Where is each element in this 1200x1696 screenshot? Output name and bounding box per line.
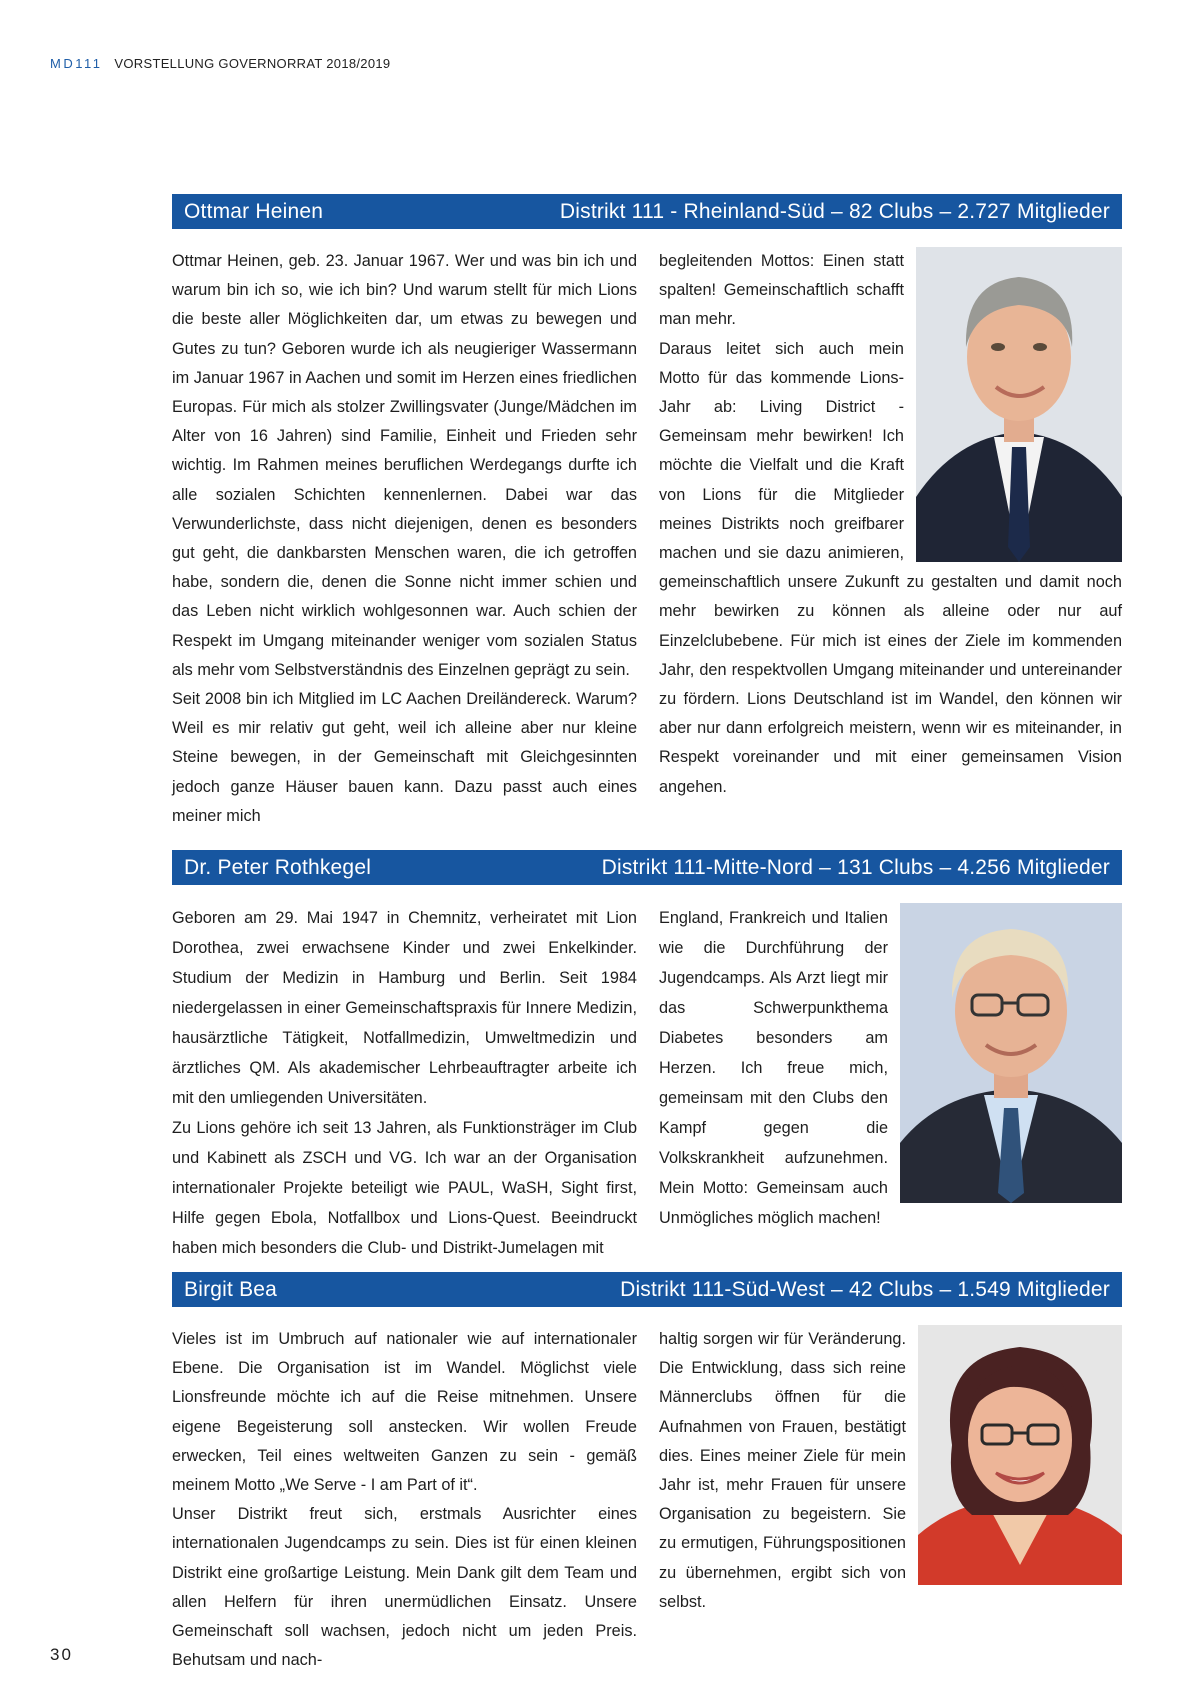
page-header [50,56,390,71]
section-banner [172,1272,1122,1307]
md-label: MD111 [50,56,103,71]
paragraph: haltig sorgen wir für Veränderung. Die Entwicklung, dass sich reine Männerclubs öffnen für die Aufnahmen von Frauen, bestätigt dies. Eines meiner Ziele für mein Jahr ist, mehr Frauen für unsere Organisation zu begeistern. Sie zu ermutigen, Führungspositionen zu übernehmen, ergibt sich von selbst. [659,1330,906,1611]
person-name: Dr. Peter Rothkegel [184,855,372,879]
district-info: Distrikt 111 - Rheinland-Süd – 82 Clubs – 2.727 Mitglieder [559,199,1110,223]
paragraph: Ottmar Heinen, geb. 23. Januar 1967. Wer und was bin ich und warum bin ich so, wie ich bin? Und warum stellt für mich Lions die beste aller Möglichkeiten dar, um etwas zu bewegen und Gutes zu tun? Geboren wurde ich als neugieriger Wassermann im Januar 1967 in Aachen und somit im Herzen eines friedlichen Europas. Für mich als stolzer Zwillingsvater (Junge/Mädchen im Alter von 16 Jahren) sind Familie, Einheit und Frieden sehr wichtig. Im Rahmen meines beruflichen Werdegangs durfte ich alle sozialen Schichten kennenlernen. Dabei war das Verwunderlichste, dass nicht diejenigen, denen es besonders gut geht, die dankbarsten Menschen waren, die ich getroffen habe, sondern die, denen die Sonne nicht immer schien und das Leben nicht wirklich wohlgesonnen war. Auch schien der Respekt im Umgang miteinander weniger vom sozialen Status als mehr vom Selbstverständnis des Einzelnen geprägt zu sein. [172,252,637,679]
text-column-left [172,1325,637,1675]
section-banner [172,850,1122,885]
page-number: 30 [50,1645,73,1664]
person-name: Birgit Bea [184,1277,278,1301]
profile-birgit-bea [172,1272,1122,1670]
text-column-left [172,903,637,1263]
district-info: Distrikt 111-Mitte-Nord – 131 Clubs – 4.256 Mitglieder [601,855,1110,879]
text-column-right [659,247,1122,802]
profile-ottmar-heinen [172,194,1122,825]
text-column-left [172,247,637,831]
section-banner [172,194,1122,229]
portrait-photo [900,903,1122,1203]
person-name: Ottmar Heinen [184,199,324,223]
text-column-right [659,903,1122,1233]
text-column-right [659,1325,1122,1617]
paragraph: Unser Distrikt freut sich, erstmals Ausrichter eines internationalen Jugendcamps zu sein. Dies ist für einen kleinen Distrikt eine großartige Leistung. Mein Dank gilt dem Team und allen Helfern für ihren unermüdlichen Einsatz. Unsere Gemeinschaft soll wachsen, jedoch nicht um jeden Preis. Behutsam und nach- [172,1505,637,1670]
district-info: Distrikt 111-Süd-West – 42 Clubs – 1.549 Mitglieder [620,1277,1110,1301]
paragraph: England, Frankreich und Italien wie die Durchführung der Jugendcamps. Als Arzt liegt mir das Schwerpunkthema Diabetes besonders am Herzen. Ich freue mich, gemeinsam mit den Clubs den Kampf gegen die Volkskrankheit aufzunehmen. Mein Motto: Gemeinsam auch Unmögliches möglich machen! [659,909,888,1227]
paragraph: Seit 2008 bin ich Mitglied im LC Aachen Dreiländereck. Warum? Weil es mir relativ gut geht, weil ich alleine aber nur kleine Steine bewegen, in der Gemeinschaft mit Gleichgesinnten jedoch ganze Häuser bauen kann. Dazu passt auch eines meiner mich [172,690,637,825]
paragraph: begleitenden Mottos: Einen statt spalten! Gemeinschaftlich schafft man mehr. [659,252,904,329]
profile-peter-rothkegel [172,850,1122,1257]
paragraph: Vieles ist im Umbruch auf nationaler wie auf internationaler Ebene. Die Organisation ist im Wandel. Möglichst viele Lionsfreunde möchte ich auf die Reise mitnehmen. Unsere eigene Begeisterung soll anstecken. Wir wollen Freude erwecken, Teil eines weltweiten Ganzen zu sein - gemäß meinem Motto „We Serve - I am Part of it“. [172,1330,637,1495]
paragraph: Geboren am 29. Mai 1947 in Chemnitz, verheiratet mit Lion Dorothea, zwei erwachsene Kinder und zwei Enkelkinder. Studium der Medizin in Hamburg und Berlin. Seit 1984 niedergelassen in einer Gemeinschaftspraxis für Innere Medizin, hausärztliche Tätigkeit, Notfallmedizin, Umweltmedizin und ärztliches QM. Als akademischer Lehrbeauftragter arbeite ich mit den umliegenden Universitäten. [172,909,637,1107]
paragraph: Zu Lions gehöre ich seit 13 Jahren, als Funktionsträger im Club und Kabinett als ZSCH und VG. Ich war an der Organisation internationaler Projekte beteiligt wie PAUL, WaSH, Sight first, Hilfe gegen Ebola, Notfallbox und Lions-Quest. Beeindruckt haben mich besonders die Club- und Distrikt-Jumelagen mit [172,1119,637,1257]
header-title: VORSTELLUNG GOVERNORRAT 2018/2019 [114,56,391,71]
portrait-photo [918,1325,1122,1585]
paragraph: Daraus leitet sich auch mein Motto für das kommende Lions-Jahr ab: Living District - Gemeinsam mehr bewirken! Ich möchte die Vielfalt und die Kraft von Lions für die Mitglieder meines Distrikts noch greifbarer machen und sie dazu animieren, gemeinschaftlich unsere Zukunft zu gestalten und damit noch mehr bewirken zu können als alleine oder nur auf Einzelclubebene. Für mich ist eines der Ziele im kommenden Jahr, den respektvollen Umgang miteinander und untereinander zu fördern. Lions Deutschland ist im Wandel, den können wir aber nur dann erfolgreich meistern, wenn wir es miteinander, in Respekt voreinander und mit einer gemeinsamen Vision angehen. [659,339,1122,796]
portrait-photo [916,247,1122,562]
